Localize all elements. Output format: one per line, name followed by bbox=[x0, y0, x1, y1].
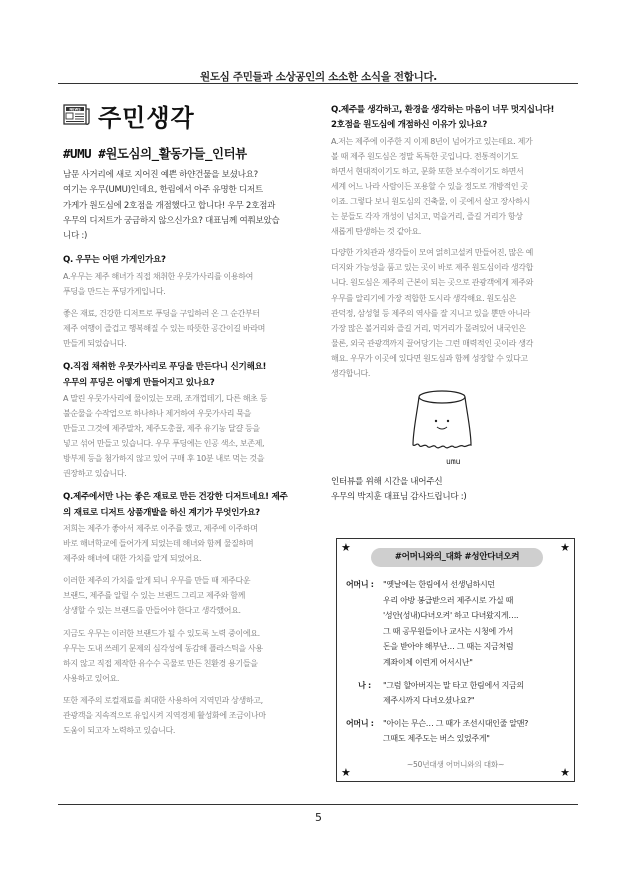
question-line: 2호점을 원도심에 개점하신 이유가 있나요? bbox=[331, 120, 488, 131]
qa-block bbox=[63, 490, 308, 738]
question bbox=[63, 253, 308, 268]
answer-line: 상생할 수 있는 브랜드를 만들어야 한다고 생각했어요. bbox=[63, 606, 241, 616]
speech-line: 우리 아방 봉급받으러 제주시로 가실 때 bbox=[383, 595, 514, 605]
star-icon: ★ bbox=[560, 766, 570, 779]
speech bbox=[383, 577, 568, 671]
answer-paragraph bbox=[331, 134, 574, 240]
intro-line: 니다 :) bbox=[63, 231, 88, 242]
answer-line: 우무를 알리기에 가장 적합한 도시라 생각해요. 원도심은 bbox=[331, 293, 517, 303]
answer-line: 만들게 되었습니다. bbox=[63, 339, 127, 349]
answer-line: 세계 어느 나라 사람이든 포용할 수 있을 정도로 개방적인 곳 bbox=[331, 181, 528, 191]
answer-line: 방부제 등을 첨가하지 않고 있어 구매 후 10분 내로 먹는 것을 bbox=[63, 454, 265, 464]
answer-paragraph bbox=[63, 573, 308, 618]
speech-line: 돈을 받아야 해부난… 그 때는 지금처럼 bbox=[383, 642, 514, 652]
star-icon: ★ bbox=[560, 541, 570, 554]
star-icon: ★ bbox=[341, 541, 351, 554]
speech-line: 제주시까지 다녀오셨나요?" bbox=[383, 696, 475, 706]
answer-line: 는 분들도 각자 개성이 넘치고, 먹을거리, 즐길 거리가 항상 bbox=[331, 212, 523, 222]
question bbox=[63, 490, 308, 521]
speaker-label: 나 : bbox=[358, 680, 371, 690]
answer-line: 브랜드, 제주를 알릴 수 있는 브랜드 그리고 제주와 함께 bbox=[63, 591, 246, 601]
answer-line: 넣고 섞어 만들고 있습니다. 우무 푸딩에는 인공 색소, 보존제, bbox=[63, 439, 265, 449]
question-line: Q.제주에서만 나는 좋은 재료로 만든 건강한 디저트네요! 제주 bbox=[63, 492, 288, 503]
speech-line: 계좌이체 이런게 어서시난" bbox=[383, 657, 473, 667]
answer-line: 도움이 되고자 노력하고 있습니다. bbox=[63, 726, 176, 736]
speaker-label: 어머니 : bbox=[346, 580, 374, 589]
answer-line: 하지 않고 직접 제작한 유수수 곡물로 만든 친환경 용기들을 bbox=[63, 658, 258, 668]
page-number: 5 bbox=[315, 811, 322, 824]
dialogue-entry bbox=[346, 678, 568, 709]
answer-line: A 말린 우뭇가사리에 물이있는 모래, 조개껍데기, 다른 해초 등 bbox=[63, 393, 268, 403]
answer-line: 새롭게 탄생하는 것 같아요. bbox=[331, 227, 421, 237]
mother-dialogue-box bbox=[336, 538, 575, 782]
speech bbox=[383, 678, 568, 709]
speech-line: 그때도 제주도는 버스 있었주게" bbox=[383, 734, 490, 744]
speech-line: "아이는 무슨… 그 때가 조선시대인줄 알맨? bbox=[383, 718, 529, 728]
bottom-rule bbox=[58, 804, 578, 805]
answer-line: 더지와 가능성을 품고 있는 곳이 바로 제주 원도심이라 생각합 bbox=[331, 263, 533, 273]
answer-line: 하면서 현대적이기도 하고, 문화 또한 보수적이기도 하면서 bbox=[331, 166, 524, 176]
question-line: Q.직접 채취한 우뭇가사리로 푸딩을 만든다니 신기해요! bbox=[63, 362, 267, 373]
answer-line: 우무는 도내 쓰레기 문제의 심각성에 동감해 플라스틱을 사용 bbox=[63, 643, 263, 653]
answer-line: 니다. 원도심은 제주의 근본이 되는 곳으로 관광객에게 제주와 bbox=[331, 278, 533, 288]
right-answer bbox=[331, 134, 574, 382]
answer-line: 가장 많은 볼거리와 즐길 거리, 먹거리가 몰려있어 내국인은 bbox=[331, 323, 526, 333]
question bbox=[63, 360, 308, 391]
qa-block bbox=[63, 360, 308, 481]
right-column bbox=[331, 103, 574, 506]
answer-line: 다양한 가치관과 생각들이 모여 얽히고설켜 만들어진, 많은 예 bbox=[331, 248, 533, 258]
answer-line: 권장하고 있습니다. bbox=[63, 469, 127, 479]
newspaper-icon bbox=[63, 104, 91, 126]
answer bbox=[63, 269, 308, 351]
speech bbox=[383, 716, 568, 747]
answer-paragraph bbox=[63, 693, 308, 738]
answer-line: 사용하고 있어요. bbox=[63, 673, 120, 683]
answer-line: 제주와 해녀에 대한 가치를 알게 되었어요. bbox=[63, 554, 202, 564]
news-icon-label: NEWS bbox=[69, 107, 81, 112]
answer-line: 저희는 제주가 좋아서 제주로 이주를 했고, 제주에 이주하며 bbox=[63, 524, 258, 533]
answer-paragraph bbox=[63, 306, 308, 351]
question-line: Q. 우무는 어떤 가게인가요? bbox=[63, 255, 166, 266]
answer-line: 이러한 제주의 가치를 알게 되니 우무를 만들 때 제주다운 bbox=[63, 576, 251, 586]
question-line: 우무의 푸딩은 어떻게 만들어지고 있나요? bbox=[63, 377, 215, 388]
answer-paragraph bbox=[63, 391, 308, 482]
answer-line: 볼 때 제주 원도심은 정말 독특한 곳입니다. 전통적이기도 bbox=[331, 151, 519, 161]
answer-line: A.우무는 제주 해녀가 직접 채취한 우뭇가사리를 이용하여 bbox=[63, 271, 254, 281]
answer-line: 또한 제주의 로컬재료를 최대한 사용하여 지역민과 상생하고, bbox=[63, 695, 263, 705]
thanks-note bbox=[331, 475, 574, 506]
header-tagline: 원도심 주민들과 소상공인의 소소한 소식을 전합니다. bbox=[199, 71, 437, 83]
answer-line: 물론, 외국 관광객까지 끌어당기는 그런 매력적인 곳이라 생각 bbox=[331, 338, 533, 348]
star-icon: ★ bbox=[341, 766, 351, 779]
answer-line: A.저는 제주에 이주한 지 이제 8년이 넘어가고 있는데요. 제가 bbox=[331, 136, 533, 146]
answer-line: 불순물을 수작업으로 하나하나 제거하여 우뭇가사리 묵을 bbox=[63, 408, 252, 418]
speaker-label: 어머니 : bbox=[346, 718, 374, 728]
speech-line: '성안(성내)다녀오켜' 하고 다녀왔지게…. bbox=[383, 611, 519, 621]
section-title: 주민생각 bbox=[98, 103, 195, 132]
answer bbox=[63, 521, 308, 738]
answer-paragraph bbox=[63, 626, 308, 686]
thanks-line: 인터뷰를 위해 시간을 내어주신 bbox=[331, 477, 443, 488]
answer-paragraph bbox=[63, 521, 308, 566]
answer-line: 해요. 우무가 이곳에 있다면 원도심과 함께 성장할 수 있다고 bbox=[331, 353, 528, 363]
answer-line: 지금도 우무는 이러한 브랜드가 될 수 있도록 노력 중이에요. bbox=[63, 628, 260, 638]
dialogue-hashtag-pill: #어머니와의_대화 #성안다녀오켜 bbox=[371, 548, 543, 567]
answer-line: 바로 해녀학교에 들어가게 되었는데 해녀와 함께 물질하며 bbox=[63, 539, 254, 549]
intro-line: 우무의 디저트가 궁금하지 않으신가요? 대표님께 여쭤보았습 bbox=[63, 215, 280, 226]
answer-line: 푸딩을 만드는 푸딩가게입니다. bbox=[63, 286, 166, 296]
interview-intro bbox=[63, 168, 308, 244]
dialogue-gap bbox=[346, 671, 568, 678]
section-header bbox=[63, 100, 308, 130]
answer-line: 만들고 그것에 제주말차, 제주도총꿀, 제주 유기농 달걀 등을 bbox=[63, 424, 260, 434]
answer-line: 제주 여행이 즐겁고 행복해질 수 있는 따뜻한 공간이길 바라며 bbox=[63, 324, 265, 334]
speech-line: 그 때 공무원들이나 교사는 시청에 가서 bbox=[383, 626, 514, 636]
answer-paragraph bbox=[63, 269, 308, 299]
right-question bbox=[331, 103, 574, 134]
intro-line: 남문 사거리에 새로 지어진 예쁜 하얀건물을 보셨나요? bbox=[63, 170, 258, 180]
thanks-line: 우무의 박지훈 대표님 감사드립니다 :) bbox=[331, 492, 467, 503]
answer-line: 이죠. 그렇다 보니 원도심의 건축물, 이 곳에서 살고 장사하시 bbox=[331, 196, 530, 206]
question-line: Q.제주를 생각하고, 환경을 생각하는 마음이 너무 멋지십니다! bbox=[331, 105, 555, 115]
question-line: 의 재료로 디저트 상품개발을 하신 계기가 무엇인가요? bbox=[63, 507, 260, 518]
left-column bbox=[63, 100, 308, 745]
interview-hashtag-title: #UMU #원도심의_활동가들_인터뷰 bbox=[63, 146, 247, 161]
dialogue-entry bbox=[346, 716, 568, 747]
answer bbox=[63, 391, 308, 482]
qa-block bbox=[63, 253, 308, 351]
left-qa-list bbox=[63, 253, 308, 738]
answer-line: 관광객을 지속적으로 유입시켜 지역경제 활성화에 조금이나마 bbox=[63, 711, 266, 721]
top-rule bbox=[58, 83, 578, 84]
answer-paragraph bbox=[331, 245, 574, 381]
answer-line: 생각합니다. bbox=[331, 369, 371, 378]
dialogue-entry bbox=[346, 577, 568, 671]
speech-line: "옛날에는 한림에서 선생님하시던 bbox=[383, 580, 495, 589]
umu-pudding-drawing bbox=[406, 387, 478, 469]
intro-line: 가게가 원도심에 2호점을 개점했다고 합니다! 우무 2호점과 bbox=[63, 200, 276, 211]
dialogue-caption: ~50년대생 어머니와의 대화~ bbox=[406, 760, 505, 769]
intro-line: 여기는 우무(UMU)인데요, 한림에서 아주 유명한 디저트 bbox=[63, 185, 263, 196]
answer-line: 관덕정, 삼성혈 등 제주의 역사를 잘 지니고 있을 뿐만 아니라 bbox=[331, 308, 530, 318]
drawing-label: umu bbox=[446, 457, 461, 467]
dialogue-gap bbox=[346, 709, 568, 716]
dialogue-lines bbox=[346, 577, 568, 747]
answer-line: 좋은 재료, 건강한 디저트로 푸딩을 구입하러 온 그 순간부터 bbox=[63, 308, 260, 318]
speech-line: "그럼 할아버지는 말 타고 한림에서 지금의 bbox=[383, 680, 524, 690]
